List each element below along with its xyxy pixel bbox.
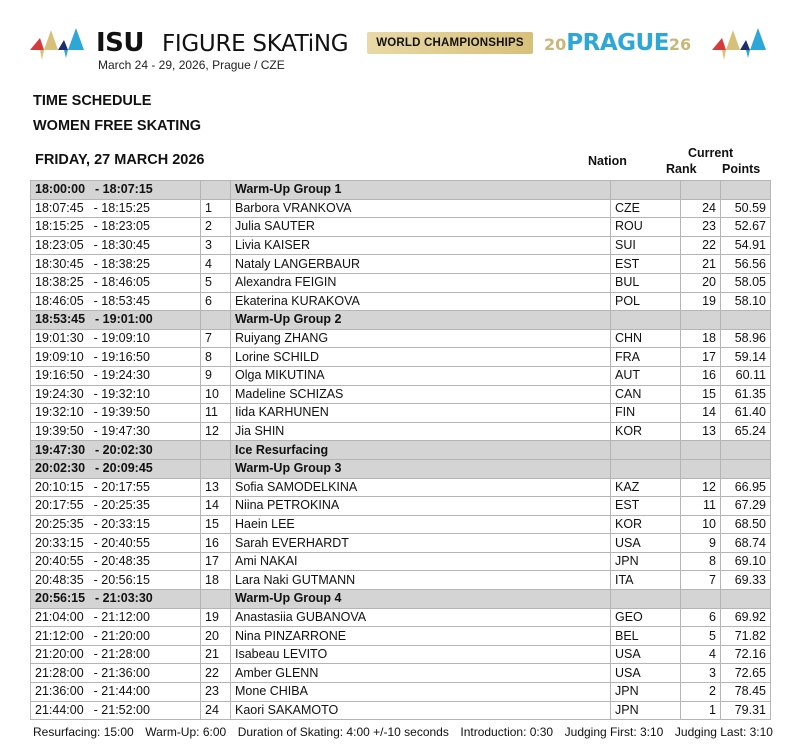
figure-skating-wordmark: FIGURE SKATiNG [162,31,349,57]
schedule-day: FRIDAY, 27 MARCH 2026 [35,152,205,168]
nation-cell [611,181,681,200]
nation-cell: AUT [611,366,681,385]
time-range-cell [31,255,201,274]
footer-judging-first: Judging First: 3:10 [564,725,664,739]
start-number-cell: 23 [201,683,231,702]
nation-cell: CZE [611,199,681,218]
nation-cell: USA [611,664,681,683]
time-range-cell [31,385,201,404]
rank-cell [681,441,721,460]
time-range-cell [31,515,201,534]
start-time: 20:10:15 [35,479,84,494]
end-time: - 20:25:35 [93,498,150,513]
start-number-cell: 12 [201,422,231,441]
start-number-cell: 20 [201,627,231,646]
rank-cell: 16 [681,366,721,385]
group-label-cell: Warm-Up Group 2 [231,311,611,330]
skater-row [31,664,771,683]
points-cell: 61.40 [721,404,771,423]
start-number-cell [201,459,231,478]
nation-cell: JPN [611,701,681,720]
rank-cell: 1 [681,701,721,720]
group-row [31,459,771,478]
skater-name-cell: Niina PETROKINA [231,497,611,516]
time-range-cell [31,534,201,553]
start-time: 19:39:50 [35,424,84,439]
time-range-cell [31,459,201,478]
start-time: 18:00:00 [35,182,86,197]
skater-name-cell: Lara Naki GUTMANN [231,571,611,590]
rank-cell: 22 [681,236,721,255]
start-number-cell: 17 [201,552,231,571]
rank-cell: 6 [681,608,721,627]
column-header-rank: Rank [666,162,697,176]
rank-cell: 15 [681,385,721,404]
end-time: - 18:30:45 [93,238,150,253]
end-time: - 19:24:30 [93,368,150,383]
time-range-cell [31,701,201,720]
start-time: 20:56:15 [35,591,86,606]
points-cell: 50.59 [721,199,771,218]
skater-row [31,292,771,311]
points-cell: 65.24 [721,422,771,441]
start-time: 21:12:00 [35,628,84,643]
start-number-cell: 18 [201,571,231,590]
rank-cell: 10 [681,515,721,534]
triangles-logo-icon [712,28,768,62]
start-number-cell [201,181,231,200]
skater-name-cell: Nataly LANGERBAUR [231,255,611,274]
skater-row [31,645,771,664]
start-number-cell: 19 [201,608,231,627]
start-time: 18:53:45 [35,312,86,327]
nation-cell: EST [611,497,681,516]
column-header-current: Current [688,146,734,160]
points-cell: 69.33 [721,571,771,590]
time-range-cell [31,683,201,702]
points-cell: 61.35 [721,385,771,404]
skater-row [31,422,771,441]
skater-name-cell: Madeline SCHIZAS [231,385,611,404]
end-time: - 18:38:25 [93,256,150,271]
end-time: - 18:46:05 [93,275,150,290]
skater-row [31,236,771,255]
points-cell: 60.11 [721,366,771,385]
nation-cell: GEO [611,608,681,627]
skater-name-cell: Ami NAKAI [231,552,611,571]
skater-name-cell: Nina PINZARRONE [231,627,611,646]
time-range-cell [31,181,201,200]
start-time: 19:09:10 [35,349,84,364]
nation-cell: POL [611,292,681,311]
page-subtitle: WOMEN FREE SKATING [33,118,202,134]
start-number-cell: 22 [201,664,231,683]
skater-row [31,701,771,720]
nation-cell: CAN [611,385,681,404]
time-range-cell [31,329,201,348]
rank-cell: 23 [681,218,721,237]
rank-cell: 24 [681,199,721,218]
group-row [31,311,771,330]
group-row [31,590,771,609]
points-cell: 69.10 [721,552,771,571]
footer-resurfacing: Resurfacing: 15:00 [33,725,134,739]
end-time: - 21:44:00 [93,684,150,699]
start-time: 19:16:50 [35,368,84,383]
end-time: - 21:28:00 [93,647,150,662]
skater-row [31,683,771,702]
start-time: 20:48:35 [35,572,84,587]
start-time: 20:25:35 [35,516,84,531]
rank-cell: 11 [681,497,721,516]
time-range-cell [31,199,201,218]
skater-row [31,571,771,590]
start-number-cell: 11 [201,404,231,423]
start-time: 19:24:30 [35,386,84,401]
start-number-cell: 3 [201,236,231,255]
start-number-cell [201,311,231,330]
footer-judging-last: Judging Last: 3:10 [674,725,773,739]
end-time: - 20:02:30 [95,442,153,457]
nation-cell: FRA [611,348,681,367]
points-cell: 56.56 [721,255,771,274]
nation-cell: FIN [611,404,681,423]
start-number-cell: 13 [201,478,231,497]
nation-cell: BUL [611,273,681,292]
start-time: 21:04:00 [35,609,84,624]
skater-row [31,329,771,348]
skater-row [31,255,771,274]
points-cell [721,590,771,609]
skater-row [31,385,771,404]
nation-cell: JPN [611,552,681,571]
skater-name-cell: Iida KARHUNEN [231,404,611,423]
end-time: - 21:36:00 [93,665,150,680]
nation-cell: CHN [611,329,681,348]
skater-name-cell: Isabeau LEVITO [231,645,611,664]
prague-logo [544,28,691,60]
rank-cell [681,181,721,200]
page-title: TIME SCHEDULE [33,93,152,109]
nation-cell: KAZ [611,478,681,497]
end-time: - 20:40:55 [93,535,150,550]
skater-name-cell: Sarah EVERHARDT [231,534,611,553]
skater-row [31,218,771,237]
time-range-cell [31,311,201,330]
start-time: 18:15:25 [35,219,84,234]
nation-cell: EST [611,255,681,274]
skater-row [31,497,771,516]
end-time: - 19:39:50 [93,405,150,420]
skater-row [31,515,771,534]
end-time: - 21:20:00 [93,628,150,643]
nation-cell: USA [611,645,681,664]
points-cell: 72.16 [721,645,771,664]
points-cell: 52.67 [721,218,771,237]
start-time: 18:07:45 [35,200,84,215]
footer-introduction: Introduction: 0:30 [460,725,554,739]
rank-cell: 8 [681,552,721,571]
nation-cell: ITA [611,571,681,590]
start-number-cell: 21 [201,645,231,664]
schedule-table-body [31,181,771,720]
start-time: 20:33:15 [35,535,84,550]
start-number-cell: 2 [201,218,231,237]
nation-cell: JPN [611,683,681,702]
skater-row [31,348,771,367]
nation-cell [611,311,681,330]
points-cell: 68.74 [721,534,771,553]
start-number-cell: 24 [201,701,231,720]
nation-cell: KOR [611,422,681,441]
start-time: 19:32:10 [35,405,84,420]
start-number-cell: 7 [201,329,231,348]
start-number-cell [201,590,231,609]
city-name: PRAGUE [566,30,669,56]
time-range-cell [31,292,201,311]
time-range-cell [31,366,201,385]
points-cell [721,311,771,330]
start-number-cell: 10 [201,385,231,404]
end-time: - 21:52:00 [93,702,150,717]
nation-cell: BEL [611,627,681,646]
skater-name-cell: Anastasiia GUBANOVA [231,608,611,627]
time-range-cell [31,552,201,571]
end-time: - 21:03:30 [95,591,153,606]
skater-row [31,627,771,646]
skater-name-cell: Mone CHIBA [231,683,611,702]
end-time: - 20:33:15 [93,516,150,531]
skater-name-cell: Julia SAUTER [231,218,611,237]
skater-name-cell: Olga MIKUTINA [231,366,611,385]
start-number-cell: 5 [201,273,231,292]
rank-cell [681,459,721,478]
rank-cell [681,311,721,330]
group-label-cell: Ice Resurfacing [231,441,611,460]
time-range-cell [31,441,201,460]
start-time: 21:36:00 [35,684,84,699]
start-time: 20:02:30 [35,461,86,476]
group-label-cell: Warm-Up Group 1 [231,181,611,200]
skater-row [31,273,771,292]
column-header-nation: Nation [588,154,627,168]
skater-name-cell: Jia SHIN [231,422,611,441]
start-number-cell: 16 [201,534,231,553]
group-row [31,181,771,200]
rank-cell: 3 [681,664,721,683]
time-range-cell [31,664,201,683]
time-range-cell [31,218,201,237]
end-time: - 21:12:00 [93,609,150,624]
start-time: 18:46:05 [35,293,84,308]
points-cell: 67.29 [721,497,771,516]
rank-cell: 12 [681,478,721,497]
end-time: - 19:01:00 [95,312,153,327]
skater-name-cell: Alexandra FEIGIN [231,273,611,292]
start-number-cell: 14 [201,497,231,516]
end-time: - 18:07:15 [95,182,153,197]
end-time: - 19:09:10 [93,331,150,346]
end-time: - 18:15:25 [93,200,150,215]
column-header-points: Points [722,162,761,176]
start-number-cell: 9 [201,366,231,385]
time-range-cell [31,236,201,255]
points-cell [721,441,771,460]
skater-row [31,404,771,423]
points-cell: 68.50 [721,515,771,534]
rank-cell: 20 [681,273,721,292]
rank-cell: 18 [681,329,721,348]
nation-cell: ROU [611,218,681,237]
points-cell [721,181,771,200]
skater-name-cell: Livia KAISER [231,236,611,255]
end-time: - 20:56:15 [93,572,150,587]
start-time: 19:01:30 [35,331,84,346]
group-row [31,441,771,460]
points-cell: 54.91 [721,236,771,255]
skater-name-cell: Ekaterina KURAKOVA [231,292,611,311]
rank-cell: 7 [681,571,721,590]
points-cell: 66.95 [721,478,771,497]
skater-name-cell: Ruiyang ZHANG [231,329,611,348]
rank-cell: 5 [681,627,721,646]
points-cell: 58.96 [721,329,771,348]
rank-cell: 14 [681,404,721,423]
skater-name-cell: Barbora VRANKOVA [231,199,611,218]
rank-cell: 9 [681,534,721,553]
points-cell: 58.05 [721,273,771,292]
rank-cell: 21 [681,255,721,274]
nation-cell [611,590,681,609]
time-range-cell [31,645,201,664]
skater-name-cell: Haein LEE [231,515,611,534]
nation-cell [611,459,681,478]
time-range-cell [31,404,201,423]
rank-cell: 19 [681,292,721,311]
time-range-cell [31,478,201,497]
skater-row [31,534,771,553]
year-right: 26 [668,35,692,54]
isu-logo: ISU [96,28,145,58]
rank-cell: 4 [681,645,721,664]
start-time: 19:47:30 [35,442,86,457]
start-time: 21:20:00 [35,647,84,662]
time-range-cell [31,627,201,646]
skater-row [31,199,771,218]
schedule-table [30,180,771,720]
points-cell: 79.31 [721,701,771,720]
end-time: - 19:16:50 [93,349,150,364]
end-time: - 18:23:05 [93,219,150,234]
time-range-cell [31,571,201,590]
skater-row [31,552,771,571]
nation-cell [611,441,681,460]
start-time: 18:30:45 [35,256,84,271]
year-left: 20 [544,35,567,54]
footer-duration: Duration of Skating: 4:00 +/-10 seconds [237,725,449,739]
world-championships-badge: WORLD CHAMPIONSHIPS [367,32,533,54]
skater-row [31,478,771,497]
end-time: - 20:17:55 [93,479,150,494]
skater-name-cell: Sofia SAMODELKINA [231,478,611,497]
start-number-cell: 6 [201,292,231,311]
triangles-logo-icon [30,28,86,62]
end-time: - 20:09:45 [95,461,153,476]
skater-name-cell: Amber GLENN [231,664,611,683]
points-cell: 69.92 [721,608,771,627]
time-range-cell [31,422,201,441]
rank-cell: 2 [681,683,721,702]
skater-row [31,366,771,385]
start-number-cell: 15 [201,515,231,534]
start-number-cell: 1 [201,199,231,218]
nation-cell: KOR [611,515,681,534]
time-range-cell [31,590,201,609]
points-cell: 72.65 [721,664,771,683]
points-cell: 58.10 [721,292,771,311]
start-time: 18:38:25 [35,275,84,290]
event-header [0,0,800,80]
time-range-cell [31,348,201,367]
group-label-cell: Warm-Up Group 4 [231,590,611,609]
end-time: - 19:47:30 [93,424,150,439]
start-time: 21:44:00 [35,702,84,717]
end-time: - 18:53:45 [93,293,150,308]
points-cell [721,459,771,478]
timing-footer [33,725,773,739]
nation-cell: SUI [611,236,681,255]
nation-cell: USA [611,534,681,553]
event-dates-location: March 24 - 29, 2026, Prague / CZE [98,58,285,72]
footer-warmup: Warm-Up: 6:00 [145,725,227,739]
start-time: 18:23:05 [35,238,84,253]
start-number-cell: 4 [201,255,231,274]
rank-cell [681,590,721,609]
rank-cell: 13 [681,422,721,441]
time-range-cell [31,497,201,516]
start-time: 20:40:55 [35,554,84,569]
points-cell: 59.14 [721,348,771,367]
group-label-cell: Warm-Up Group 3 [231,459,611,478]
skater-row [31,608,771,627]
skater-name-cell: Kaori SAKAMOTO [231,701,611,720]
start-number-cell: 8 [201,348,231,367]
start-time: 20:17:55 [35,498,84,513]
points-cell: 78.45 [721,683,771,702]
points-cell: 71.82 [721,627,771,646]
rank-cell: 17 [681,348,721,367]
end-time: - 19:32:10 [93,386,150,401]
start-number-cell [201,441,231,460]
skater-name-cell: Lorine SCHILD [231,348,611,367]
end-time: - 20:48:35 [93,554,150,569]
time-range-cell [31,273,201,292]
start-time: 21:28:00 [35,665,84,680]
time-range-cell [31,608,201,627]
